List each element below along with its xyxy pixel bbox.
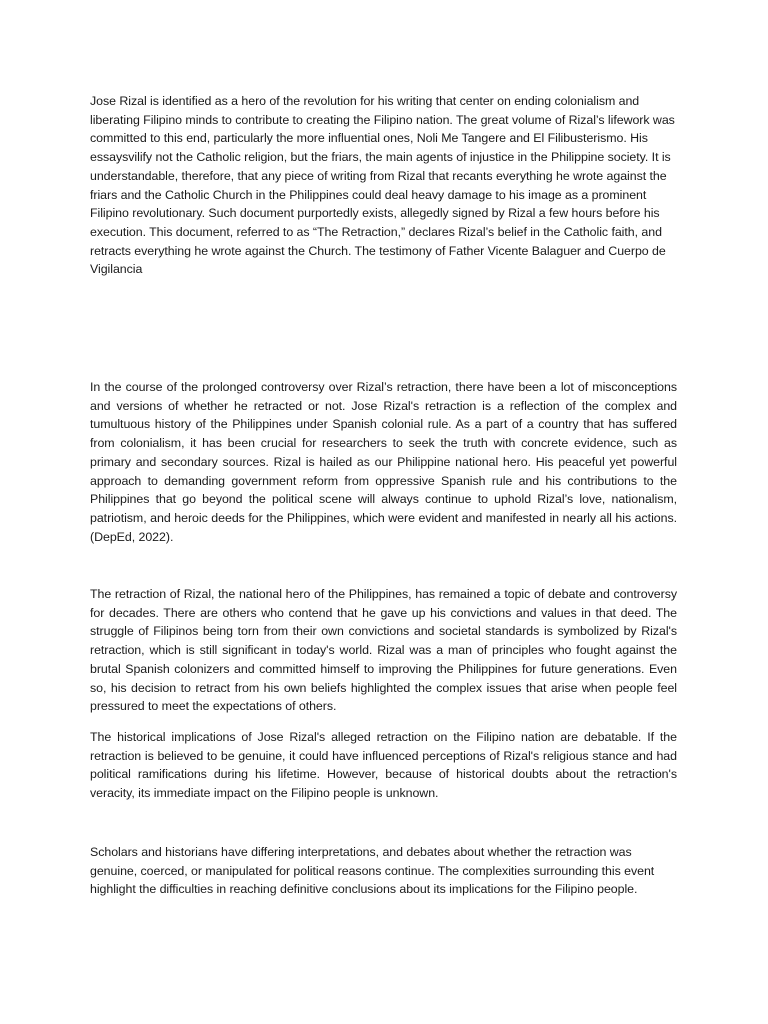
paragraph-implications: The historical implications of Jose Rizal's alleged retraction on the Filipino nation are debatable. If the retraction is believed to be genuine, it could have influenced perceptions of Rizal's religious stance and had political ramifications during his lifetime. However, because of historical doubts about the retraction's veracity, its immediate impact on the Filipino people is unknown.: [90, 730, 677, 801]
paragraph-scholars: Scholars and historians have differing interpretations, and debates about whether the retraction was genuine, coerced, or manipulated for political reasons continue. The complexities surrounding this event highlight the difficulties in reaching definitive conclusions about its implications for the Filipino people.: [90, 845, 655, 897]
paragraph-debate: The retraction of Rizal, the national hero of the Philippines, has remained a topic of debate and controversy for decades. There are others who contend that he gave up his convictions and values in that deed. The struggle of Filipinos being torn from their own convictions and societal standards is symbolized by Rizal's retraction, which is still significant in today's world. Rizal was a man of principles who fought against the brutal Spanish colonizers and committed himself to improving the Philippines for future generations. Even so, his decision to retract from his own beliefs highlighted the complex issues that arise when people feel pressured to meet the expectations of others.: [90, 587, 677, 714]
paragraph-controversy: In the course of the prolonged controversy over Rizal’s retraction, there have been a lot of misconceptions and versions of whether he retracted or not. Jose Rizal's retraction is a reflection of the complex and tumultuous history of the Philippines under Spanish colonial rule. As a part of a country that has suffered from colonialism, it has been crucial for researchers to seek the truth with concrete evidence, such as primary and secondary sources. Rizal is hailed as our Philippine national hero. His peaceful yet powerful approach to demanding government reform from oppressive Spanish rule and his contributions to the Philippines that go beyond the political scene will always continue to uphold Rizal’s love, nationalism, patriotism, and heroic deeds for the Philippines, which were evident and manifested in nearly all his actions. (DepEd, 2022).: [90, 380, 677, 544]
paragraph-intro: Jose Rizal is identified as a hero of the revolution for his writing that center on ending colonialism and liberating Filipino minds to contribute to creating the Filipino nation. The great volume of Rizal’s lifework was committed to this end, particularly the more influential ones, Noli Me Tangere and El Filibusterismo. His essaysvilify not the Catholic religion, but the friars, the main agents of injustice in the Philippine society. It is understandable, therefore, that any piece of writing from Rizal that recants everything he wrote against the friars and the Catholic Church in the Philippines could deal heavy damage to his image as a prominent Filipino revolutionary. Such document purportedly exists, allegedly signed by Rizal a few hours before his execution. This document, referred to as “The Retraction,” declares Rizal’s belief in the Catholic faith, and retracts everything he wrote against the Church. The testimony of Father Vicente Balaguer and Cuerpo de Vigilancia: [90, 94, 675, 277]
